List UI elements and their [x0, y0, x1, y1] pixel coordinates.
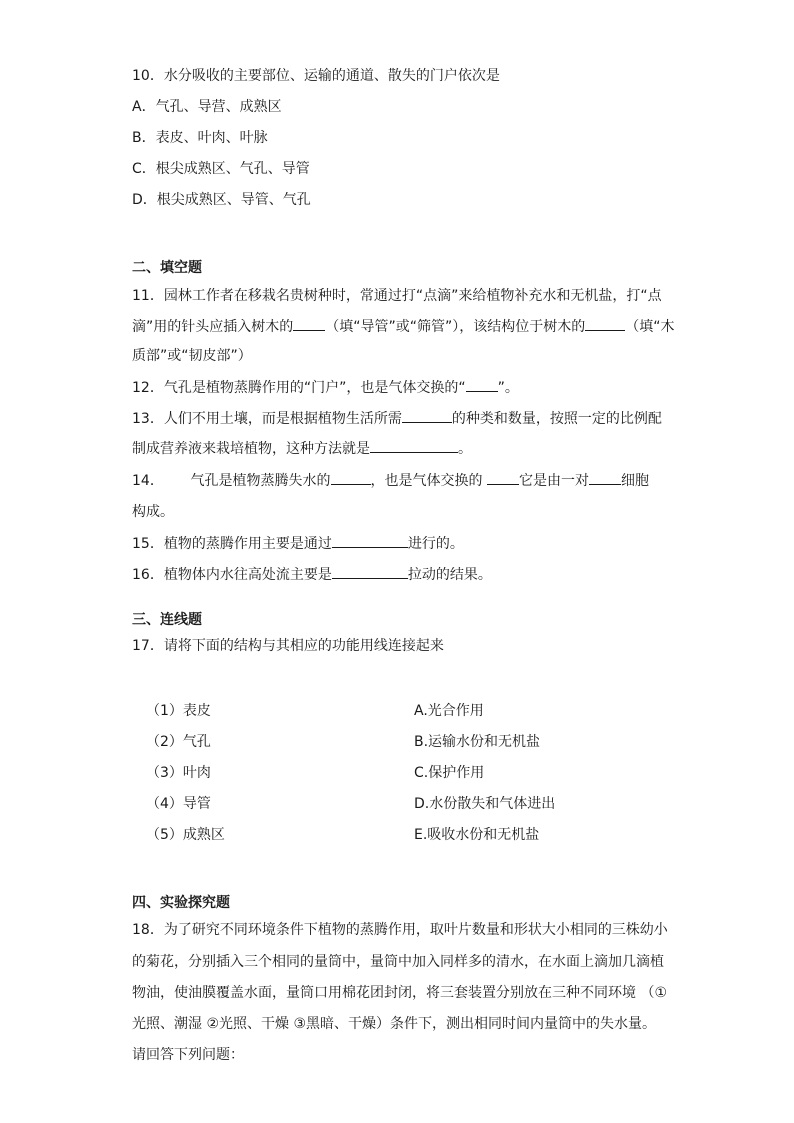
- q12-blank[interactable]: [466, 377, 498, 392]
- q11-text-a: 滴”用的针头应插入树木的: [132, 319, 294, 335]
- match-left-2: （2）气孔: [146, 734, 211, 750]
- q14-text-b: ，也是气体交换的: [370, 473, 487, 489]
- q14-blank-1[interactable]: [331, 470, 371, 485]
- question-11-line-1: 11．园林工作者在移栽名贵树种时，常通过打“点滴”来给植物补充水和无机盐，打“点: [132, 288, 662, 304]
- match-right-d: D.水份散失和气体进出: [414, 796, 556, 812]
- q14-blank-3[interactable]: [589, 470, 621, 485]
- match-right-a: A.光合作用: [414, 703, 484, 719]
- q13-text-d: 。: [458, 441, 472, 457]
- match-left-3: （3）叶肉: [146, 765, 211, 781]
- q15-blank[interactable]: [332, 533, 408, 548]
- question-18-line-4: 光照、潮湿 ②光照、干燥 ③黑暗、干燥）条件下，测出相同时间内量筒中的失水量。: [132, 1016, 656, 1032]
- question-14-line-2: 构成。: [132, 504, 174, 520]
- option-d: D．根尖成熟区、导管、气孔: [132, 192, 311, 208]
- q12-text-b: ”。: [497, 380, 519, 396]
- question-12: [132, 377, 519, 398]
- q11-blank-1[interactable]: [293, 316, 325, 331]
- q13-blank-2[interactable]: [370, 438, 458, 453]
- q13-text-a: 13．人们不用土壤，而是根据植物生活所需: [132, 411, 402, 427]
- match-right-e: E.吸收水份和无机盐: [414, 827, 540, 843]
- q15-text-b: 进行的。: [407, 536, 464, 552]
- option-b: B．表皮、叶肉、叶脉: [132, 130, 268, 146]
- question-14-line-1: [132, 470, 649, 491]
- question-17-stem: 17．请将下面的结构与其相应的功能用线连接起来: [132, 638, 444, 654]
- question-18-line-3: 物油，使油膜覆盖水面，量筒口用棉花团封闭，将三套装置分别放在三种不同环境 （①: [132, 985, 667, 1001]
- match-left-5: （5）成熟区: [146, 827, 225, 843]
- match-right-c: C.保护作用: [414, 765, 485, 781]
- q16-text-b: 拉动的结果。: [407, 567, 492, 583]
- match-right-b: B.运输水份和无机盐: [414, 734, 541, 750]
- question-10-stem: 10．水分吸收的主要部位、运输的通道、散失的门户依次是: [132, 68, 500, 84]
- option-a: A．气孔、导营、成熟区: [132, 99, 282, 115]
- q13-text-c: 制成营养液来栽培植物，这种方法就是: [132, 441, 370, 457]
- q16-blank[interactable]: [332, 564, 408, 579]
- question-13-line-2: [132, 438, 472, 459]
- q14-text-d: 细胞: [620, 473, 649, 489]
- q14-text-c: 它是由一对: [518, 473, 589, 489]
- match-left-4: （4）导管: [146, 796, 211, 812]
- question-13-line-1: [132, 408, 662, 429]
- question-16: [132, 564, 492, 585]
- q12-text-a: 12．气孔是植物蒸腾作用的“门户”，也是气体交换的“: [132, 380, 466, 396]
- question-15: [132, 533, 464, 554]
- q11-text-c: （填“木: [625, 319, 675, 335]
- q11-blank-2[interactable]: [585, 316, 625, 331]
- section-heading-match: 三、连线题: [132, 612, 202, 628]
- q13-blank-1[interactable]: [402, 408, 452, 423]
- q11-text-b: （填“导管”或“筛管”），该结构位于树木的: [325, 319, 586, 335]
- q14-blank-2[interactable]: [487, 470, 519, 485]
- section-heading-experiment: 四、实验探究题: [132, 895, 230, 911]
- q15-text-a: 15．植物的蒸腾作用主要是通过: [132, 536, 332, 552]
- q13-text-b: 的种类和数量，按照一定的比例配: [451, 411, 662, 427]
- question-11-line-2: [132, 316, 675, 337]
- match-left-1: （1）表皮: [146, 703, 211, 719]
- q16-text-a: 16．植物体内水往高处流主要是: [132, 567, 332, 583]
- section-heading-fill: 二、填空题: [132, 260, 202, 276]
- question-18-line-2: 的菊花，分别插入三个相同的量筒中，量筒中加入同样多的清水，在水面上滴加几滴植: [132, 954, 664, 970]
- question-11-line-3: 质部”或“韧皮部”）: [132, 348, 252, 364]
- question-18-line-1: 18．为了研究不同环境条件下植物的蒸腾作用，取叶片数量和形状大小相同的三株幼小: [132, 922, 668, 938]
- question-18-line-5: 请回答下列问题：: [132, 1047, 244, 1063]
- option-c: C．根尖成熟区、气孔、导管: [132, 161, 310, 177]
- q14-text-a: 14． 气孔是植物蒸腾失水的: [132, 473, 331, 489]
